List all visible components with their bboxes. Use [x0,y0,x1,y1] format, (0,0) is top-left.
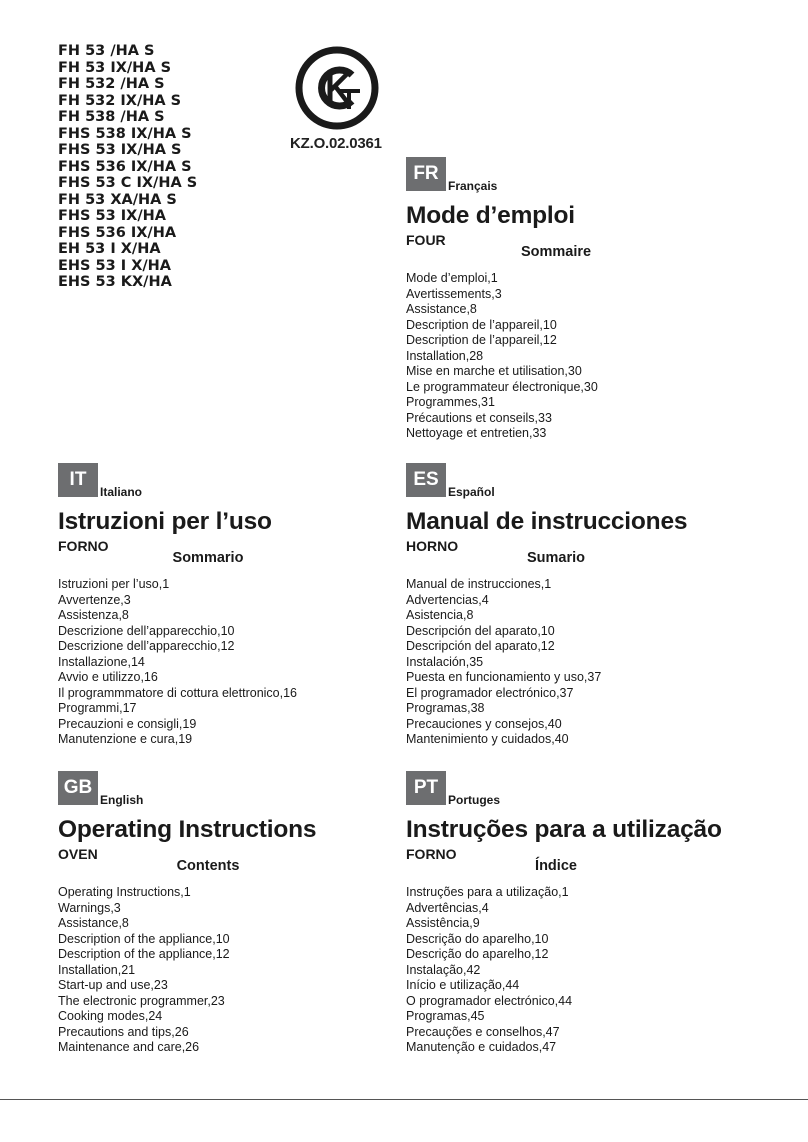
toc-item: Puesta en funcionamiento y uso,37 [406,670,602,684]
summary-heading-es: Sumario [526,550,585,566]
toc-gb [58,885,230,1056]
section-pt [406,771,746,1054]
model-list [58,43,197,291]
toc-item: Avertissements,3 [406,286,502,301]
toc-item: Descripción del aparato,10 [406,623,555,638]
language-name-it: Italiano [100,485,143,499]
toc-item: Programas,45 [406,1009,485,1023]
section-es [406,463,746,746]
certification-mark [292,45,382,131]
toc-item: Description de l’appareil,10 [406,317,557,332]
summary-heading-gb: Contents [176,858,240,874]
toc-item: Asistencia,8 [406,608,474,622]
toc-item: Start-up and use,23 [58,978,168,992]
toc-item: Cooking modes,24 [58,1009,163,1023]
model-item: FHS 536 IX/HA S [58,158,192,175]
summary-heading-it: Sommario [172,550,244,566]
appliance-type-gb: OVEN [58,846,98,862]
toc-item: Précautions et conseils,33 [406,410,552,425]
language-name-fr: Français [448,179,498,193]
model-item: FHS 538 IX/HA S [58,125,192,142]
toc-item: Mode d’emploi,1 [406,271,498,285]
toc-item: Início e utilização,44 [406,978,520,992]
toc-item: Assistenza,8 [58,608,129,622]
toc-item: Descrizione dell’apparecchio,12 [58,639,235,653]
toc-fr [406,271,598,442]
toc-item: Le programmateur électronique,30 [406,379,598,394]
section-gb [58,771,398,1054]
model-item: FH 538 /HA S [58,109,165,125]
section-fr [406,157,746,440]
appliance-type-pt: FORNO [406,846,457,862]
kt-certification-logo-icon [294,45,380,131]
language-name-es: Español [448,485,495,499]
toc-item: Instruções para a utilização,1 [406,885,569,899]
toc-item: Avvio e utilizzo,16 [58,670,158,684]
model-item: FH 53 /HA S [58,43,155,59]
toc-item: Installazione,14 [58,654,145,669]
footer-rule [0,1099,808,1100]
toc-item: Assistance,8 [58,916,129,930]
language-badge-gb: GB [58,771,98,805]
model-item: FH 53 IX/HA S [58,59,172,76]
section-title-es: Manual de instrucciones [406,508,688,535]
model-item: FH 532 IX/HA S [58,92,182,109]
section-it [58,463,398,746]
appliance-type-fr: FOUR [406,232,446,248]
toc-item: Description of the appliance,12 [58,947,230,961]
language-badge-es: ES [406,463,446,497]
toc-item: Descripción del aparato,12 [406,639,555,653]
toc-item: Advertencias,4 [406,592,489,607]
toc-item: Il programmmatore di cottura elettronico,16 [58,685,297,700]
model-item: EHS 53 I X/HA [58,257,172,274]
summary-heading-pt: Índice [535,858,577,874]
toc-item: Description of the appliance,10 [58,931,230,946]
toc-es [406,577,601,748]
toc-item: Assistência,9 [406,916,480,930]
toc-item: Programmes,31 [406,395,495,409]
model-item: FHS 53 IX/HA S [58,142,182,158]
appliance-type-it: FORNO [58,538,109,554]
toc-item: The electronic programmer,23 [58,993,225,1008]
toc-item: Instalação,42 [406,962,481,977]
toc-item: Descrizione dell’apparecchio,10 [58,623,235,638]
toc-item: Precauções e conselhos,47 [406,1024,560,1039]
toc-item: Installation,28 [406,348,484,363]
toc-item: Programas,38 [406,701,485,715]
model-item: EH 53 I X/HA [58,241,161,257]
toc-item: Installation,21 [58,962,136,977]
toc-item: Manutenção e cuidados,47 [406,1040,557,1054]
model-item: EHS 53 KX/HA [58,274,172,290]
toc-item: O programador electrónico,44 [406,993,573,1008]
model-item: FH 532 /HA S [58,76,165,92]
summary-heading-fr: Sommaire [520,244,592,260]
language-badge-pt: PT [406,771,446,805]
toc-item: Instalación,35 [406,654,484,669]
model-item: FH 53 XA/HA S [58,191,177,208]
toc-item: Assistance,8 [406,302,477,316]
toc-item: El programador electrónico,37 [406,685,574,700]
toc-item: Mise en marche et utilisation,30 [406,364,582,378]
toc-item: Precauzioni e consigli,19 [58,716,197,731]
certification-code: KZ.O.02.0361 [290,135,382,152]
toc-item: Manual de instrucciones,1 [406,577,552,591]
toc-item: Nettoyage et entretien,33 [406,426,547,440]
toc-pt [406,885,572,1056]
toc-item: Operating Instructions,1 [58,885,191,899]
section-title-it: Istruzioni per l’uso [58,508,272,535]
toc-item: Manutenzione e cura,19 [58,732,193,746]
toc-item: Maintenance and care,26 [58,1040,200,1054]
toc-item: Descrição do aparelho,12 [406,947,549,961]
model-item: FHS 53 C IX/HA S [58,175,198,191]
toc-item: Warnings,3 [58,900,121,915]
toc-item: Advertências,4 [406,900,489,915]
section-title-gb: Operating Instructions [58,816,317,843]
language-name-pt: Portuges [448,793,501,807]
toc-item: Programmi,17 [58,701,137,715]
toc-item: Istruzioni per l’uso,1 [58,577,170,591]
section-title-fr: Mode d’emploi [406,202,575,229]
toc-it [58,577,297,748]
language-name-gb: English [100,793,144,807]
language-badge-fr: FR [406,157,446,191]
toc-item: Precautions and tips,26 [58,1024,189,1039]
model-item: FHS 536 IX/HA [58,224,177,241]
appliance-type-es: HORNO [406,538,459,554]
toc-item: Description de l’appareil,12 [406,333,557,347]
toc-item: Precauciones y consejos,40 [406,716,562,731]
toc-item: Descrição do aparelho,10 [406,931,549,946]
language-badge-it: IT [58,463,98,497]
toc-item: Avvertenze,3 [58,592,131,607]
toc-item: Mantenimiento y cuidados,40 [406,732,569,746]
model-item: FHS 53 IX/HA [58,208,166,224]
section-title-pt: Instruções para a utilização [406,816,722,843]
